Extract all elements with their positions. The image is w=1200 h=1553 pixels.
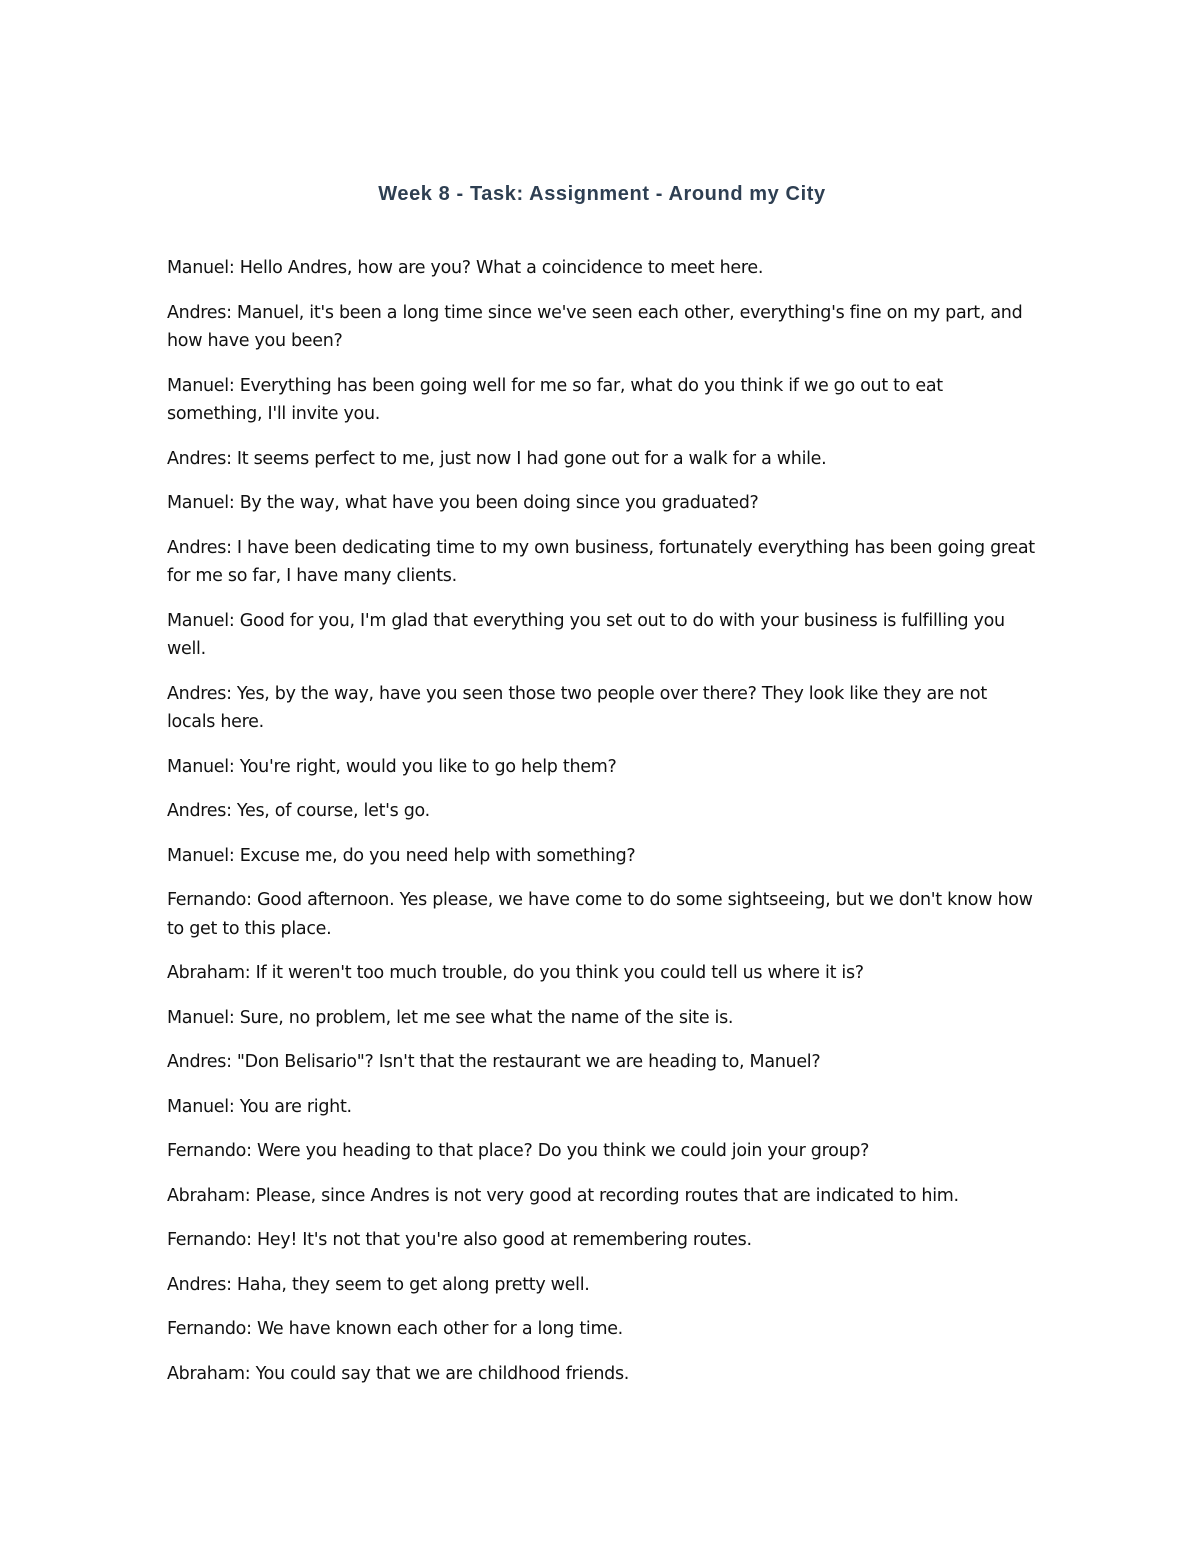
dialogue-line: Andres: Yes, of course, let's go.	[167, 801, 430, 821]
dialogue-line: Manuel: You're right, would you like to go help them?	[167, 756, 617, 777]
dialogue-line: Manuel: Hello Andres, how are you? What a coincidence to meet here.	[167, 258, 764, 278]
dialogue-line: Andres: I have been dedicating time to my own business, fortunately everything has been going great for me so far, I have many clients.	[167, 537, 1035, 586]
dialogue-line: Abraham: Please, since Andres is not very good at recording routes that are indicated to him.	[167, 1185, 959, 1206]
dialogue-line: Fernando: We have known each other for a long time.	[167, 1319, 623, 1339]
dialogue-line: Manuel: You are right.	[167, 1096, 352, 1117]
dialogue-line: Abraham: If it weren't too much trouble, do you think you could tell us where it is?	[167, 963, 864, 983]
dialogue-line: Andres: "Don Belisario"? Isn't that the restaurant we are heading to, Manuel?	[167, 1052, 821, 1072]
dialogue-line: Fernando: Good afternoon. Yes please, we have come to do some sightseeing, but we don't know how to get to this place.	[167, 890, 1033, 939]
dialogue-body	[167, 254, 1037, 1404]
dialogue-line: Abraham: You could say that we are childhood friends.	[167, 1363, 630, 1384]
document-title: Week 8 - Task: Assignment - Around my City	[378, 183, 826, 205]
dialogue-line: Manuel: By the way, what have you been doing since you graduated?	[167, 493, 759, 513]
dialogue-line: Fernando: Hey! It's not that you're also good at remembering routes.	[167, 1230, 752, 1250]
dialogue-line: Manuel: Excuse me, do you need help with something?	[167, 845, 636, 866]
dialogue-line: Andres: Manuel, it's been a long time since we've seen each other, everything's fine on my part, and how have you been?	[167, 302, 1023, 351]
dialogue-line: Fernando: Were you heading to that place? Do you think we could join your group?	[167, 1141, 870, 1161]
dialogue-line: Manuel: Everything has been going well for me so far, what do you think if we go out to eat something, I'll invite you.	[167, 375, 943, 424]
dialogue-line: Manuel: Sure, no problem, let me see what the name of the site is.	[167, 1007, 734, 1028]
dialogue-line: Manuel: Good for you, I'm glad that everything you set out to do with your business is fulfilling you well.	[167, 610, 1005, 659]
dialogue-line: Andres: It seems perfect to me, just now I had gone out for a walk for a while.	[167, 448, 827, 469]
dialogue-line: Andres: Yes, by the way, have you seen those two people over there? They look like they are not locals here.	[167, 683, 987, 732]
dialogue-line: Andres: Haha, they seem to get along pretty well.	[167, 1274, 590, 1295]
